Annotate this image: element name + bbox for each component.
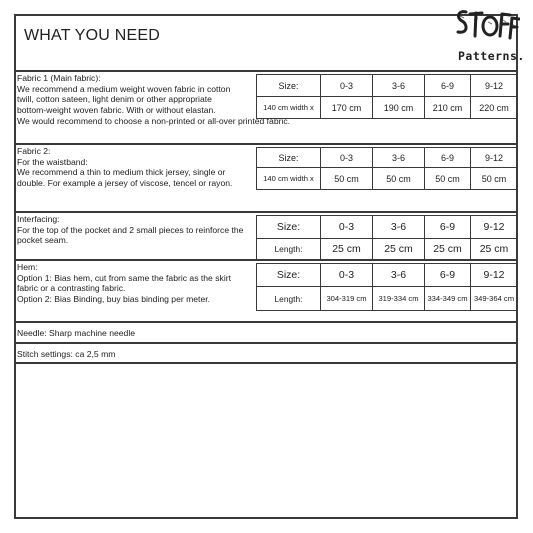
size-cell: 3-6 bbox=[373, 264, 425, 287]
desc-line: bottom-weight woven fabric. With or without elastan. bbox=[17, 105, 216, 116]
size-cell: 0-3 bbox=[321, 148, 373, 168]
value-cell: 50 cm bbox=[471, 168, 518, 190]
size-cell: 9-12 bbox=[471, 148, 518, 168]
fabric-2-section bbox=[14, 143, 518, 213]
size-cell: 9-12 bbox=[471, 75, 518, 97]
logo-subtitle: Patterns. bbox=[458, 49, 525, 63]
size-cell: 0-3 bbox=[321, 216, 373, 239]
value-cell: 319-334 cm bbox=[373, 287, 425, 311]
value-cell: 349-364 cm bbox=[471, 287, 518, 311]
hem-size-table bbox=[256, 263, 518, 311]
stitch-note: Stitch settings: ca 2,5 mm bbox=[17, 349, 116, 359]
value-cell: 25 cm bbox=[373, 239, 425, 260]
size-cell: 3-6 bbox=[373, 216, 425, 239]
value-cell: 25 cm bbox=[425, 239, 471, 260]
row-label: 140 cm width x bbox=[257, 97, 321, 119]
interfacing-size-table bbox=[256, 215, 518, 260]
size-cell: 9-12 bbox=[471, 264, 518, 287]
row-label: 140 cm width x bbox=[257, 168, 321, 190]
desc-line: We recommend a thin to medium thick jersey, single or bbox=[17, 167, 226, 178]
value-cell: 25 cm bbox=[321, 239, 373, 260]
desc-line: We recommend a medium weight woven fabric in cotton bbox=[17, 83, 231, 94]
desc-line: Interfacing: bbox=[17, 214, 60, 224]
fabric-1-section bbox=[14, 70, 518, 146]
size-header-label: Size: bbox=[257, 264, 321, 287]
page-title: WHAT YOU NEED bbox=[24, 27, 160, 44]
size-cell: 0-3 bbox=[321, 264, 373, 287]
size-header-label: Size: bbox=[257, 148, 321, 168]
fabric-1-size-table bbox=[256, 74, 518, 119]
size-cell: 0-3 bbox=[321, 75, 373, 97]
size-cell: 9-12 bbox=[471, 216, 518, 239]
desc-line: fabric or a contrasting fabric. bbox=[17, 283, 126, 294]
value-cell: 220 cm bbox=[471, 97, 518, 119]
desc-line: Option 2: Bias Binding, buy bias binding per meter. bbox=[17, 294, 210, 305]
size-header-label: Size: bbox=[257, 75, 321, 97]
value-cell: 25 cm bbox=[471, 239, 518, 260]
size-cell: 6-9 bbox=[425, 75, 471, 97]
value-cell: 50 cm bbox=[373, 168, 425, 190]
fabric-2-size-table bbox=[256, 147, 518, 190]
value-cell: 170 cm bbox=[321, 97, 373, 119]
needle-section bbox=[14, 321, 518, 342]
value-cell: 210 cm bbox=[425, 97, 471, 119]
row-label: Length: bbox=[257, 287, 321, 311]
size-cell: 3-6 bbox=[373, 148, 425, 168]
hem-description bbox=[17, 262, 267, 305]
hem-section bbox=[14, 259, 518, 321]
stitch-section bbox=[14, 342, 518, 364]
desc-line: For the top of the pocket and 2 small pieces to reinforce the bbox=[17, 224, 244, 235]
size-header-label: Size: bbox=[257, 216, 321, 239]
desc-line: Hem: bbox=[17, 262, 38, 272]
value-cell: 190 cm bbox=[373, 97, 425, 119]
stoff-logo-icon bbox=[452, 4, 520, 48]
desc-line: twill, cotton sateen, light denim or other appropriate bbox=[17, 94, 212, 105]
value-cell: 50 cm bbox=[321, 168, 373, 190]
size-cell: 6-9 bbox=[425, 264, 471, 287]
size-cell: 6-9 bbox=[425, 216, 471, 239]
row-label: Length: bbox=[257, 239, 321, 260]
value-cell: 304-319 cm bbox=[321, 287, 373, 311]
interfacing-description bbox=[17, 214, 267, 246]
desc-line: For the waistband: bbox=[17, 156, 88, 167]
interfacing-section bbox=[14, 211, 518, 259]
desc-line: We would recommend to choose a non-printed or all-over printed fabric. bbox=[17, 115, 291, 126]
desc-line: Option 1: Bias hem, cut from same the fabric as the skirt bbox=[17, 272, 231, 283]
fabric-2-description bbox=[17, 146, 267, 189]
desc-line: pocket seam. bbox=[17, 235, 69, 246]
size-cell: 3-6 bbox=[373, 75, 425, 97]
desc-line: Fabric 1 (Main fabric): bbox=[17, 73, 101, 83]
brand-logo bbox=[450, 4, 526, 68]
value-cell: 50 cm bbox=[425, 168, 471, 190]
needle-note: Needle: Sharp machine needle bbox=[17, 328, 136, 338]
value-cell: 334-349 cm bbox=[425, 287, 471, 311]
desc-line: Fabric 2: bbox=[17, 146, 51, 156]
size-cell: 6-9 bbox=[425, 148, 471, 168]
desc-line: double. For example a jersey of viscose, tencel or rayon. bbox=[17, 178, 233, 189]
